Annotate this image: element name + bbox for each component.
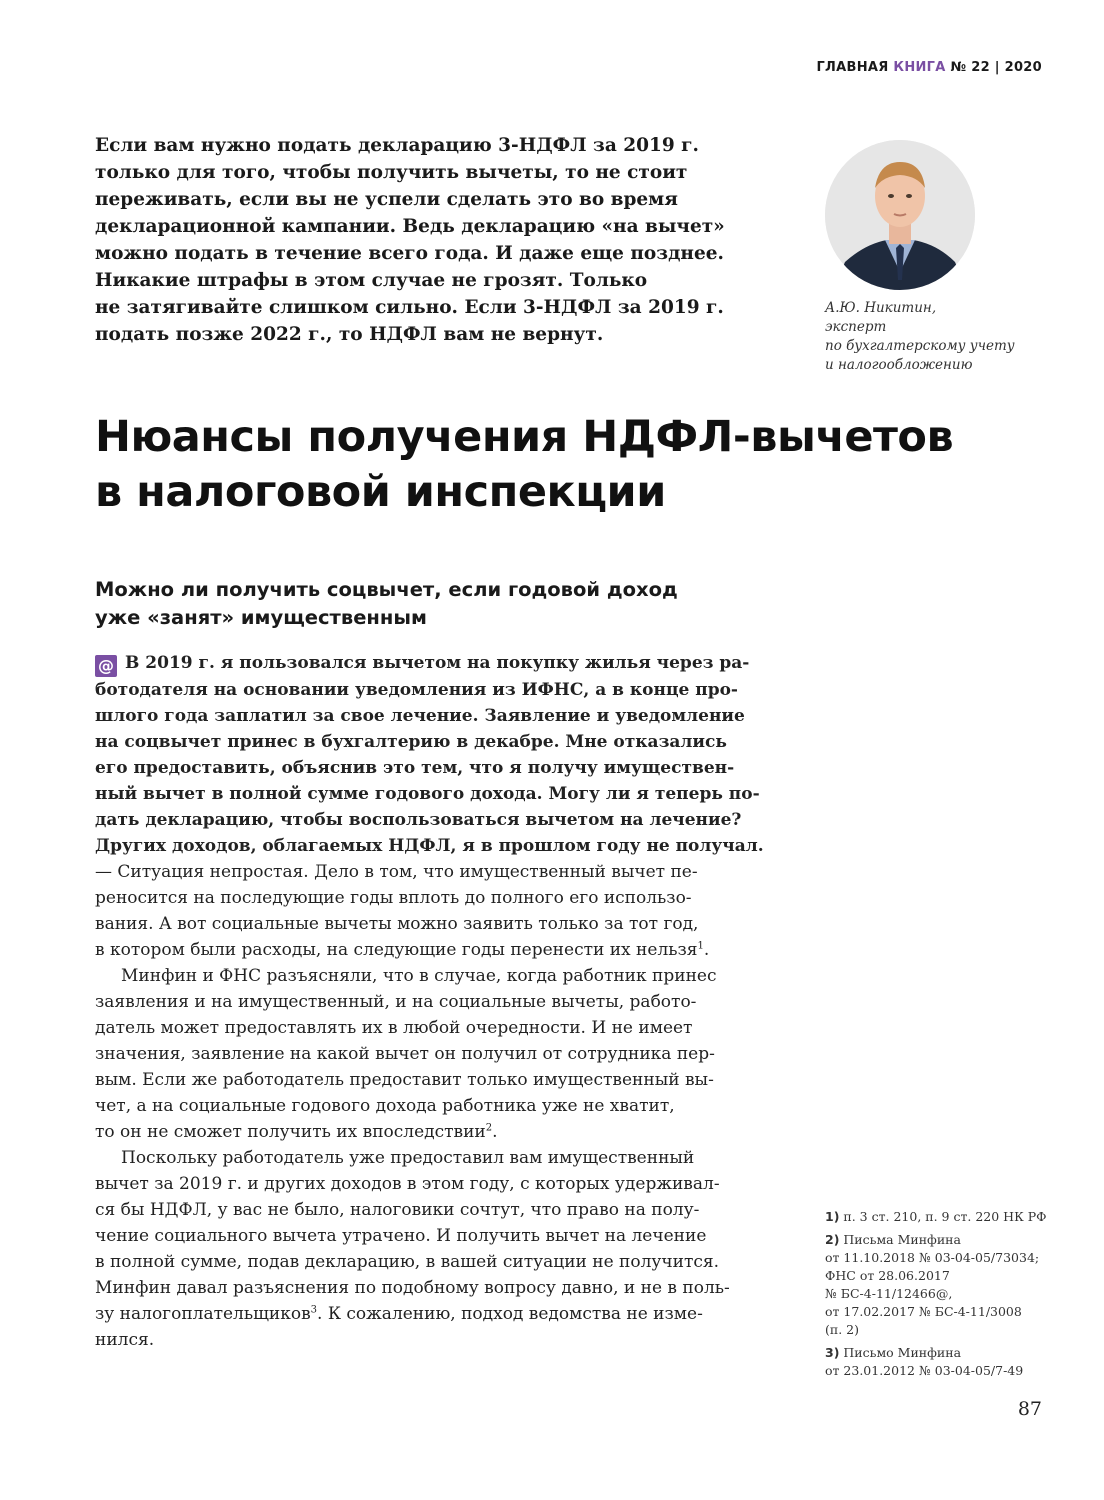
subtitle-line: уже «занят» имущественным <box>95 606 427 629</box>
section-subtitle <box>95 576 785 632</box>
question-line: @ В 2019 г. я пользовался вычетом на покупку жилья через ра- <box>95 650 775 677</box>
author-role: по бухгалтерскому учету <box>825 338 1015 354</box>
running-header <box>816 60 1042 75</box>
question-line: ботодателя на основании уведомления из ИФНС, а в конце про- <box>95 680 738 700</box>
author-name: А.Ю. Никитин, <box>825 300 937 316</box>
footnote-line: от 23.01.2012 № 03-04-05/7-49 <box>825 1363 1024 1378</box>
footnote-line: № БС-4-11/12466@, <box>825 1286 953 1301</box>
page-number: 87 <box>1017 1398 1042 1420</box>
lead-line: переживать, если вы не успели сделать это во время <box>95 189 678 210</box>
answer-line: ся бы НДФЛ, у вас не было, налоговики сочтут, что право на полу- <box>95 1200 700 1220</box>
answer-line: датель может предоставлять их в любой очередности. И не имеет <box>95 1018 693 1038</box>
title-line: в налоговой инспекции <box>95 467 666 517</box>
lead-paragraph <box>95 132 785 348</box>
expert-answer <box>95 859 775 1353</box>
subtitle-line: Можно ли получить соцвычет, если годовой доход <box>95 578 678 601</box>
question-line: дать декларацию, чтобы воспользоваться вычетом на лечение? <box>95 810 742 830</box>
footnote: 1) п. 3 ст. 210, п. 9 ст. 220 НК РФ <box>825 1209 1047 1224</box>
lead-line: только для того, чтобы получить вычеты, то не стоит <box>95 162 688 183</box>
footnote: 2) Письма Минфина от 11.10.2018 № 03-04-05/73034; ФНС от 28.06.2017 № БС-4-11/12466@, от 17.02.2017 № БС-4-11/3008 (п. 2) <box>825 1231 1065 1339</box>
footnote-ref: 2 <box>485 1122 493 1134</box>
article-title <box>95 410 1075 520</box>
answer-line: то он не сможет получить их впоследствии$^2$. <box>95 1122 498 1142</box>
answer-line: чение социального вычета утрачено. И получить вычет на лечение <box>95 1226 707 1246</box>
answer-line: — Ситуация непростая. Дело в том, что имущественный вычет пе- <box>95 862 698 882</box>
lead-line: Никакие штрафы в этом случае не грозят. Только <box>95 270 648 291</box>
lead-line: декларационной кампании. Ведь декларацию «на вычет» <box>95 216 725 237</box>
lead-line: можно подать в течение всего года. И даже еще позднее. <box>95 243 724 264</box>
answer-line: вания. А вот социальные вычеты можно заявить только за тот год, <box>95 914 699 934</box>
answer-line: вым. Если же работодатель предоставит только имущественный вы- <box>95 1070 714 1090</box>
lead-line: не затягивайте слишком сильно. Если 3-НДФЛ за 2019 г. <box>95 297 724 318</box>
question-line: на соцвычет принес в бухгалтерию в декабре. Мне отказались <box>95 732 727 752</box>
answer-line: Минфин и ФНС разъясняли, что в случае, когда работник принес <box>121 966 717 986</box>
answer-line: Поскольку работодатель уже предоставил вам имущественный <box>121 1148 695 1168</box>
author-role: и налогообложению <box>825 357 973 373</box>
answer-line: в полной сумме, подав декларацию, в вашей ситуации не получится. <box>95 1252 720 1272</box>
lead-line: Если вам нужно подать декларацию 3-НДФЛ за 2019 г. <box>95 135 699 156</box>
footnote-line: от 11.10.2018 № 03-04-05/73034; <box>825 1250 1040 1265</box>
footnote-line: (п. 2) <box>825 1322 859 1337</box>
magazine-name: ГЛАВНАЯ <box>816 60 889 75</box>
reader-question <box>95 650 775 859</box>
footnote-number: 2) <box>825 1232 840 1247</box>
question-line: его предоставить, объяснив это тем, что я получу имуществен- <box>95 758 735 778</box>
footnote-ref: 1 <box>697 940 704 952</box>
footnote-line: ФНС от 28.06.2017 <box>825 1268 950 1283</box>
question-line: Других доходов, облагаемых НДФЛ, я в прошлом году не получал. <box>95 836 764 856</box>
lead-line: подать позже 2022 г., то НДФЛ вам не вернут. <box>95 324 604 345</box>
answer-line: значения, заявление на какой вычет он получил от сотрудника пер- <box>95 1044 715 1064</box>
answer-line: вычет за 2019 г. и других доходов в этом году, с которых удерживал- <box>95 1174 720 1194</box>
answer-line: нился. <box>95 1330 155 1350</box>
answer-line: заявления и на имущественный, и на социальные вычеты, работо- <box>95 992 697 1012</box>
answer-line: реносится на последующие годы вплоть до полного его использо- <box>95 888 692 908</box>
footnote: 3) Письмо Минфина от 23.01.2012 № 03-04-05/7-49 <box>825 1344 1065 1380</box>
footnote-line: от 17.02.2017 № БС-4-11/3008 <box>825 1304 1022 1319</box>
question-line: ный вычет в полной сумме годового дохода. Могу ли я теперь по- <box>95 784 760 804</box>
author-portrait-illustration <box>825 140 975 290</box>
answer-line: чет, а на социальные годового дохода работника уже не хватит, <box>95 1096 675 1116</box>
footnote-number: 3) <box>825 1345 840 1360</box>
answer-line: в котором были расходы, на следующие годы перенести их нельзя$^1$. <box>95 940 710 960</box>
email-at-icon: @ <box>95 655 117 677</box>
question-line: шлого года заплатил за свое лечение. Заявление и уведомление <box>95 706 745 726</box>
footnotes <box>825 1208 1065 1385</box>
footnote-number: 1) <box>825 1209 840 1224</box>
author-role: эксперт <box>825 319 887 335</box>
issue-number: № 22 | 2020 <box>950 60 1042 75</box>
article-body <box>95 650 775 1353</box>
author-caption <box>825 299 1055 375</box>
answer-line: зу налогоплательщиков$^3$. К сожалению, подход ведомства не изме- <box>95 1304 703 1324</box>
footnote-ref: 3 <box>310 1304 318 1316</box>
title-line: Нюансы получения НДФЛ-вычетов <box>95 412 954 462</box>
magazine-name-accent: КНИГА <box>893 60 946 75</box>
answer-line: Минфин давал разъяснения по подобному вопросу давно, и не в поль- <box>95 1278 730 1298</box>
author-photo <box>825 140 975 290</box>
